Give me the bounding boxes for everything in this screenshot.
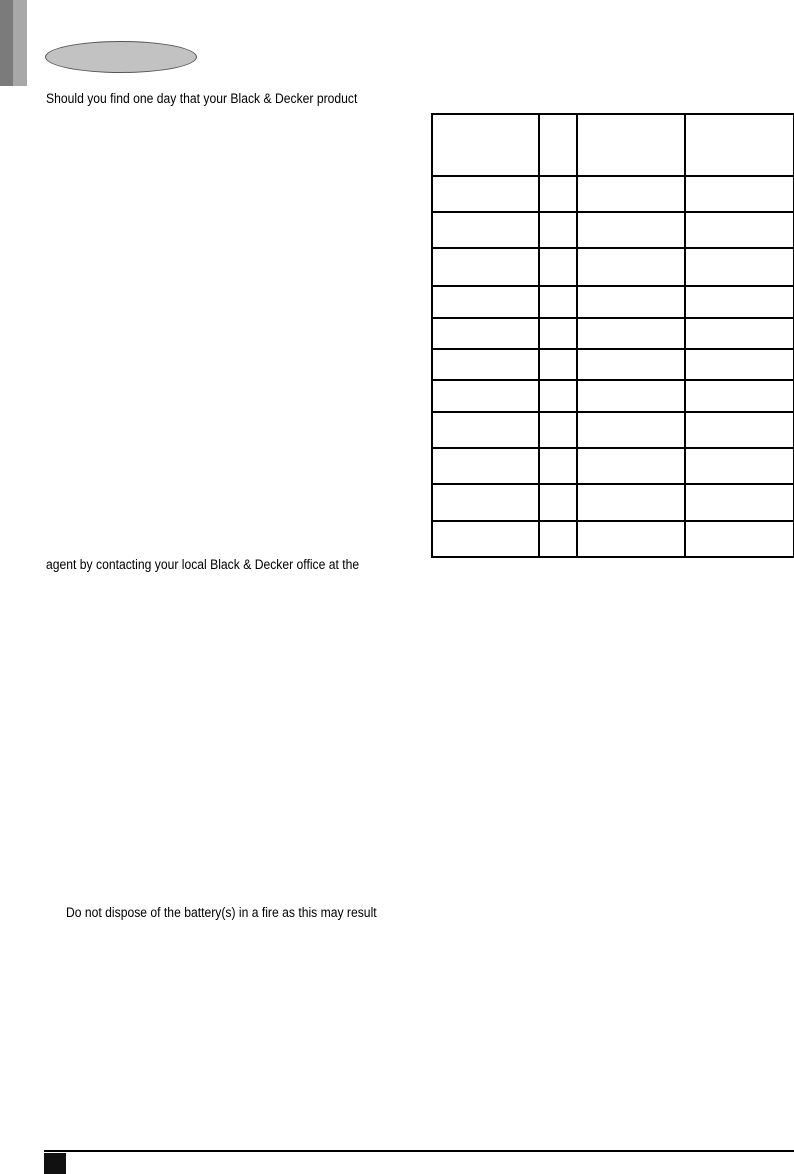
paragraph-intro: Should you find one day that your Black & Decker product (46, 91, 358, 106)
table-cell (432, 176, 539, 212)
table-row (432, 349, 794, 380)
table-cell (577, 380, 685, 412)
table-cell (685, 380, 794, 412)
spec-table (431, 113, 794, 558)
table-cell (685, 286, 794, 318)
section-heading-oval (45, 41, 197, 73)
table-cell (432, 318, 539, 349)
table-cell (539, 212, 577, 248)
table-cell (685, 412, 794, 448)
table-cell (577, 176, 685, 212)
table-row (432, 176, 794, 212)
table-cell (577, 349, 685, 380)
table-cell (539, 318, 577, 349)
table-header-row (432, 114, 794, 176)
table-cell (432, 448, 539, 484)
table-cell (432, 484, 539, 520)
table-cell (539, 448, 577, 484)
table-cell (432, 380, 539, 412)
table-cell (577, 286, 685, 318)
table-cell (539, 484, 577, 520)
table-cell (685, 448, 794, 484)
language-tab (0, 0, 27, 86)
table-cell (432, 412, 539, 448)
table-cell (539, 412, 577, 448)
table-row (432, 521, 794, 557)
table-cell (432, 286, 539, 318)
table-cell (577, 212, 685, 248)
table-cell (685, 114, 794, 176)
table-row (432, 318, 794, 349)
table-cell (577, 318, 685, 349)
table-cell (577, 448, 685, 484)
page-number-box (44, 1153, 66, 1174)
table-row (432, 484, 794, 520)
table-cell (432, 521, 539, 557)
table-cell (685, 349, 794, 380)
table-cell (685, 212, 794, 248)
paragraph-service: agent by contacting your local Black & Decker office at the (46, 557, 360, 572)
table-row (432, 380, 794, 412)
table-row (432, 448, 794, 484)
table-row (432, 412, 794, 448)
table-cell (539, 176, 577, 212)
table-cell (685, 521, 794, 557)
table-cell (539, 349, 577, 380)
footer-rule (44, 1150, 794, 1152)
language-tab-marker (0, 0, 13, 86)
table-cell (577, 521, 685, 557)
table-row (432, 286, 794, 318)
table-cell (432, 248, 539, 285)
table-cell (685, 248, 794, 285)
table-cell (432, 114, 539, 176)
table-cell (685, 176, 794, 212)
table-cell (577, 114, 685, 176)
table-cell (432, 349, 539, 380)
table-cell (577, 412, 685, 448)
paragraph-battery: Do not dispose of the battery(s) in a fire as this may result (66, 905, 377, 920)
table-cell (432, 212, 539, 248)
table-cell (539, 286, 577, 318)
table-cell (539, 521, 577, 557)
table-cell (685, 484, 794, 520)
table-cell (539, 114, 577, 176)
table-row (432, 248, 794, 285)
table-cell (539, 248, 577, 285)
table-row (432, 212, 794, 248)
table-cell (685, 318, 794, 349)
table-cell (577, 248, 685, 285)
table-cell (539, 380, 577, 412)
table-cell (577, 484, 685, 520)
